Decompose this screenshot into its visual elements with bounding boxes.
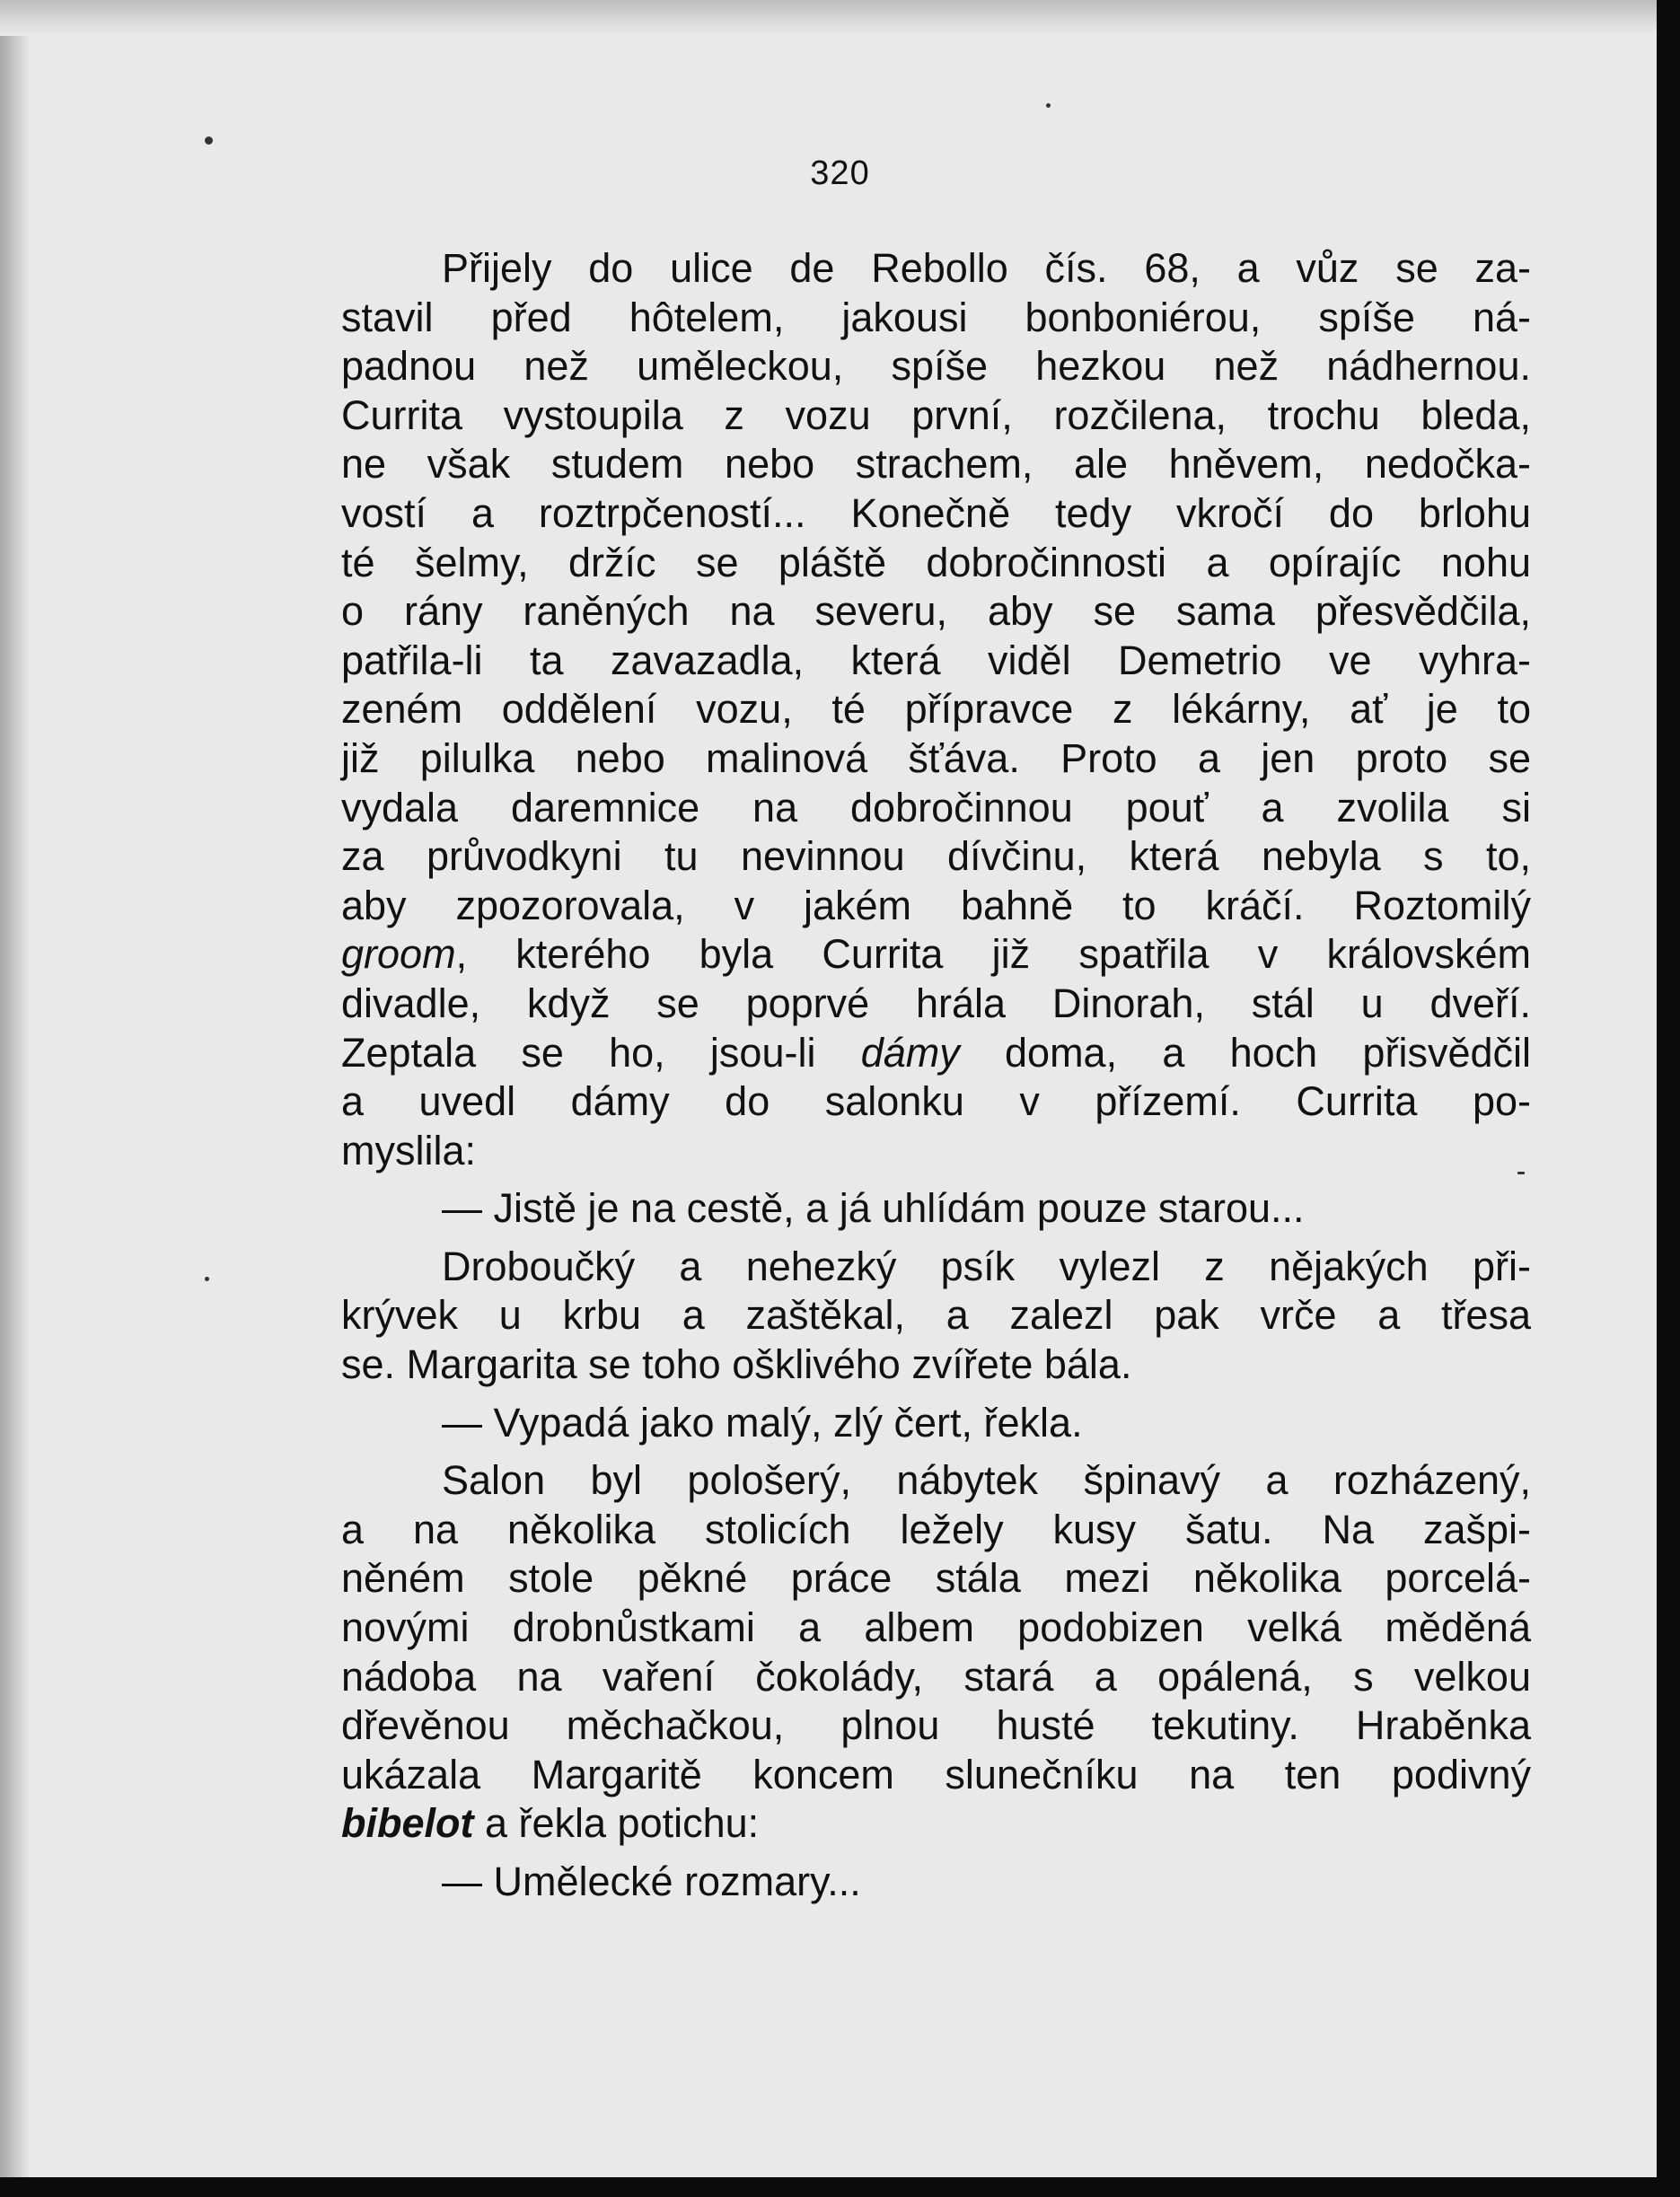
- text-line: za průvodkyni tu nevinnou dívčinu, která nebyla s to,: [341, 833, 1531, 880]
- dust-speck: [205, 136, 213, 145]
- dust-speck: [1046, 103, 1051, 108]
- text-line: Droboučký a nehezký psík vylezl z nějakých při-: [442, 1243, 1531, 1289]
- text-line-groom: [341, 930, 1531, 980]
- dust-speck: [205, 1277, 209, 1281]
- text-line: nádoba na vaření čokolády, stará a opálená, s velkou: [341, 1653, 1531, 1700]
- page-top-edge: [0, 0, 1657, 36]
- paragraph-gap: [341, 1234, 1531, 1243]
- paragraph-gap: [341, 1849, 1531, 1858]
- text-line: a na několika stolicích ležely kusy šatu. Na zašpi-: [341, 1506, 1531, 1552]
- text-fragment: Zeptala se ho, jsou-li: [341, 1029, 861, 1076]
- page-spine-shadow: [0, 0, 31, 2177]
- italic-word-damy: dámy: [860, 1029, 960, 1076]
- italic-word-groom: groom: [341, 931, 456, 978]
- text-line: vostí a roztrpčeností... Konečně tedy vkročí do brlohu: [341, 489, 1531, 536]
- text-line: se. Margarita se toho ošklivého zvířete bála.: [341, 1341, 1132, 1388]
- text-line: té šelmy, držíc se pláště dobročinnosti a opírajíc nohu: [341, 539, 1531, 585]
- text-line: divadle, když se poprvé hrála Dinorah, stál u dveří.: [341, 980, 1531, 1026]
- text-fragment: , kterého byla Currita již spatřila v královském: [455, 931, 1531, 978]
- text-line: o rány raněných na severu, aby se sama přesvědčila,: [341, 588, 1531, 635]
- paragraph-gap: [341, 1175, 1531, 1184]
- text-line: zeném oddělení vozu, té přípravce z lékárny, ať je to: [341, 686, 1531, 733]
- text-line: myslila:: [341, 1127, 477, 1173]
- page-number: 320: [810, 154, 870, 192]
- text-line: krývek u krbu a zaštěkal, a zalezl pak vrče a třesa: [341, 1292, 1531, 1339]
- text-line: již pilulka nebo malinová šťáva. Proto a jen proto se: [341, 734, 1531, 781]
- text-line: novými drobnůstkami a albem podobizen velká měděná: [341, 1604, 1531, 1651]
- text-line: a uvedl dámy do salonku v přízemí. Currita po-: [341, 1078, 1531, 1125]
- dialogue-line: — Umělecké rozmary...: [442, 1859, 861, 1904]
- text-line: Currita vystoupila z vozu první, rozčilena, trochu bleda,: [341, 391, 1531, 438]
- text-line: aby zpozorovala, v jakém bahně to kráčí. Roztomilý: [341, 882, 1531, 928]
- dialogue-line: — Vypadá jako malý, zlý čert, řekla.: [442, 1399, 1083, 1446]
- text-line: dřevěnou měchačkou, plnou husté tekutiny. Hraběnka: [341, 1702, 1531, 1749]
- paragraph-gap: [341, 1390, 1531, 1399]
- text-fragment: doma, a hoch přisvědčil: [959, 1029, 1531, 1076]
- dialogue-line: — Jistě je na cestě, a já uhlídám pouze starou...: [442, 1185, 1305, 1232]
- text-line: padnou než uměleckou, spíše hezkou než nádhernou.: [341, 343, 1531, 390]
- text-line: něném stole pěkné práce stála mezi několika porcelá-: [341, 1555, 1531, 1602]
- paragraph-gap: [341, 1447, 1531, 1456]
- text-line: ne však studem nebo strachem, ale hněvem, nedočka-: [341, 441, 1531, 488]
- text-line: vydala daremnice na dobročinnou pouť a zvolila si: [341, 784, 1531, 830]
- page-body-text: [341, 244, 1531, 1907]
- text-fragment: a řekla potichu:: [473, 1800, 760, 1847]
- text-line: stavil před hôtelem, jakousi bonboniérou, spíše ná-: [341, 294, 1531, 340]
- text-line-bibelot: [341, 1799, 1531, 1849]
- italic-word-bibelot: bibelot: [341, 1800, 474, 1847]
- text-line: Přijely do ulice de Rebollo čís. 68, a vůz se za-: [442, 245, 1531, 291]
- text-line: ukázala Margaritě koncem slunečníku na ten podivný: [341, 1751, 1531, 1797]
- text-line: Salon byl pološerý, nábytek špinavý a rozházený,: [442, 1457, 1531, 1504]
- text-line-damy: [341, 1029, 1531, 1078]
- text-line: patřila-li ta zavazadla, která viděl Demetrio ve vyhra-: [341, 637, 1531, 683]
